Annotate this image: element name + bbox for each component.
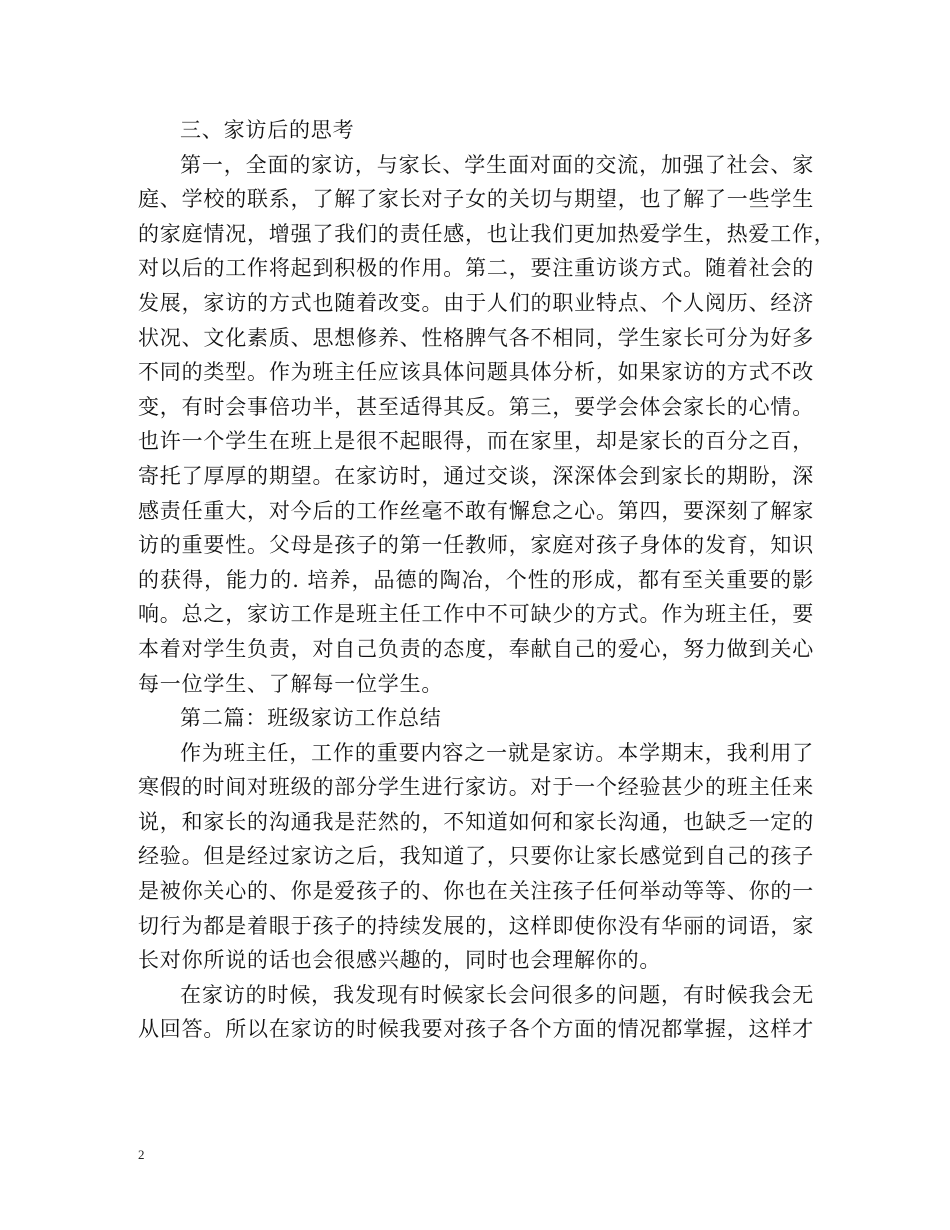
text-line: 说，和家长的沟通我是茫然的，不知道如何和家长沟通，也缺乏一定的 — [138, 809, 814, 834]
text-line: 不同的类型。作为班主任应该具体问题具体分析，如果家访的方式不改 — [138, 360, 814, 385]
text-line: 作为班主任，工作的重要内容之一就是家访。本学期末，我利用了 — [180, 740, 814, 765]
text-line: 本着对学生负责，对自己负责的态度，奉献自己的爱心，努力做到关心 — [138, 636, 814, 661]
text-line: 庭、学校的联系，了解了家长对子女的关切与期望，也了解了一些学生 — [138, 187, 814, 212]
text-line: 访的重要性。父母是孩子的第一任教师，家庭对孩子身体的发育，知识 — [138, 533, 814, 558]
text-line: 在家访的时候，我发现有时候家长会问很多的问题，有时候我会无 — [180, 982, 814, 1007]
text-line: 变，有时会事倍功半，甚至适得其反。第三，要学会体会家长的心情。 — [138, 394, 814, 419]
text-line: 状况、文化素质、思想修养、性格脾气各不相同，学生家长可分为好多 — [138, 325, 814, 350]
text-line: 对以后的工作将起到积极的作用。第二，要注重访谈方式。随着社会的 — [138, 256, 814, 281]
text-line: 的家庭情况，增强了我们的责任感，也让我们更加热爱学生，热爱工作， — [138, 221, 836, 246]
text-line: 是被你关心的、你是爱孩子的、你也在关注孩子任何举动等等、你的一 — [138, 879, 814, 904]
page-number: 2 — [138, 1147, 145, 1162]
article-heading: 第二篇：班级家访工作总结 — [180, 706, 442, 731]
document-body — [138, 113, 836, 1047]
text-line: 长对你所说的话也会很感兴趣的，同时也会理解你的。 — [138, 948, 662, 973]
text-line: 响。总之，家访工作是班主任工作中不可缺少的方式。作为班主任，要 — [138, 602, 814, 627]
text-line: 经验。但是经过家访之后，我知道了，只要你让家长感觉到自己的孩子 — [138, 844, 814, 869]
text-line: 每一位学生、了解每一位学生。 — [138, 671, 444, 696]
section-heading: 三、家访后的思考 — [180, 118, 355, 142]
text-line: 寒假的时间对班级的部分学生进行家访。对于一个经验甚少的班主任来 — [138, 775, 814, 800]
text-line: 感责任重大，对今后的工作丝毫不敢有懈怠之心。第四，要深刻了解家 — [138, 498, 814, 523]
text-line: 发展，家访的方式也随着改变。由于人们的职业特点、个人阅历、经济 — [138, 290, 814, 315]
text-line: 从回答。所以在家访的时候我要对孩子各个方面的情况都掌握，这样才 — [138, 1017, 814, 1042]
text-line: 切行为都是着眼于孩子的持续发展的，这样即使你没有华丽的词语，家 — [138, 913, 814, 938]
text-line: 也许一个学生在班上是很不起眼得，而在家里，却是家长的百分之百， — [138, 429, 814, 454]
text-line: 寄托了厚厚的期望。在家访时，通过交谈，深深体会到家长的期盼，深 — [138, 463, 814, 488]
text-line: 的获得，能力的. 培养，品德的陶冶，个性的形成，都有至关重要的影 — [138, 567, 814, 592]
text-line: 第一，全面的家访，与家长、学生面对面的交流，加强了社会、家 — [180, 152, 814, 177]
